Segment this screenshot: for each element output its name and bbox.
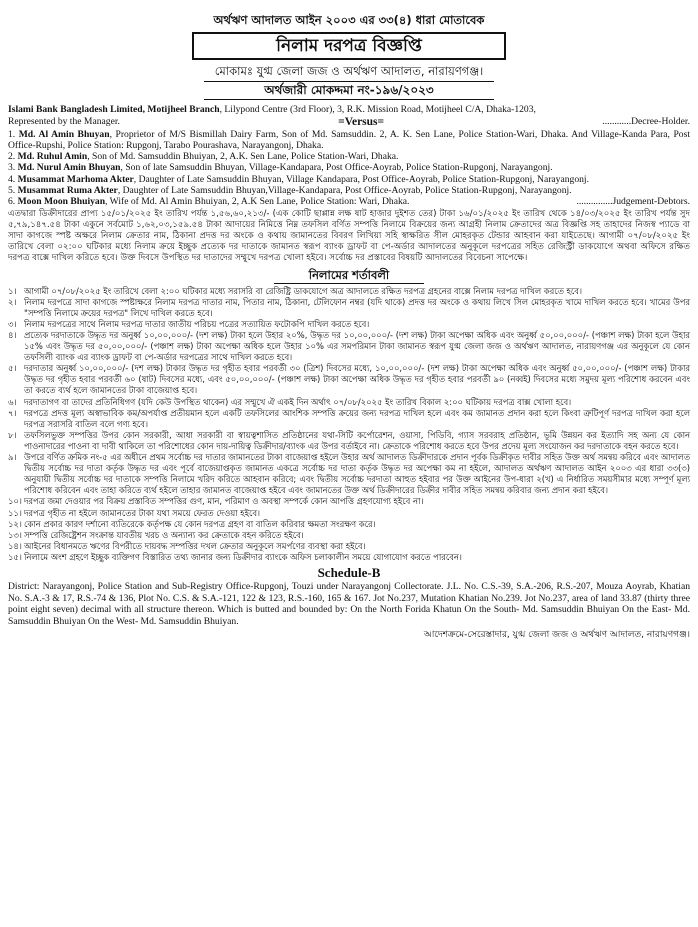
- debtor-item: 5. Musammat Ruma Akter, Daughter of Late Samsuddin Bhuyan,Village-Kandapara, Post Office-Aoyrab, Police Station-Rupgonj, Narayangonj.: [8, 184, 572, 196]
- plaintiff-represented: Represented by the Manager.: [8, 115, 120, 127]
- schedule-title: Schedule-B: [317, 564, 381, 580]
- debtor-list: [8, 129, 690, 208]
- condition-item: ১৫। নিলামে অংশ গ্রহণে ইচ্ছুক ব্যক্তিগণ বিস্তারিত তথ্য জানার জন্য ডিক্রীদার ব্যাংকে অফিস চলাকালীন সময়ে যোগাযোগ করতে পারবেন।: [8, 551, 462, 562]
- debtor-item: 3. Md. Nurul Amin Bhuyan, Son of late Samsuddin Bhuyan, Village-Kandapara, Post Office-Aoyrab, Police Station-Rupgonj, Narayangonj.: [8, 162, 553, 174]
- court-name: মোকামঃ যুগ্ম জেলা জজ ও অর্থঋণ আদালত, নারায়ণগঞ্জ।: [214, 64, 484, 78]
- plaintiff-address: , Lilypond Centre (3rd Floor), 3, R.K. Mission Road, Motijheel C/A, Dhaka-1203,: [219, 104, 536, 115]
- versus-label: =Versus=: [338, 115, 385, 128]
- condition-item: ৮। তফসিলভুক্ত সম্পত্তির উপর কোন সরকারী, আধা সরকারী বা স্বায়ত্বশাসিত প্রতিষ্ঠানের যথা-সিটি কর্পোরেশন, ওয়াসা, পিডিবি, গ্যাস সরবরাহ প্রতিষ্ঠান, ভূমি উন্নয়ন কর ইত্যাদি সহ অন্য যে কোন পাওনাদারের পাওনা বা দাবী থাকিলে তা পরিশোধের কোন দায়-দায়িত্ব ডিক্রীদার/ব্যাংক এর উপর বর্তাইবে না। ক্রেতাকে পরিশোধ করতে হবে উপর প্রদেয় মূল্য সংযোজন কর দরদাতাকে বহন করতে হবে।: [8, 429, 690, 451]
- condition-item: ৩। নিলাম দরপত্রের সাথে নিলাম দরপত্র দাতার জাতীয় পরিচয় পত্রের সত্যায়িত ফটোকপি দাখিল করতে হবে।: [8, 318, 370, 329]
- condition-item: ৪। প্রত্যেক দরদাতাকে উদ্ধৃত দর অনুর্ধ্ব ১০,০০,০০০/- (দশ লক্ষ) টাকা হলে উহার ২০%, উদ্ধৃত দর ১০,০০,০০০/- (দশ লক্ষ) টাকা অপেক্ষা অধিক এবং অনুর্ধ্ব ৫০,০০,০০০/- (পঞ্চাশ লক্ষ) টাকা হলে উহার ১৫% এবং উদ্ধৃত দর ৫০,০০,০০০/- (পঞ্চাশ লক্ষ) টাকা অপেক্ষা অধিক হলে উহার ১০% এর সমপরিমান টাকা জামানত স্বরূপ যুগ্ম জেলা জজ ও অর্থঋণ আদালত, নারায়ণগঞ্জ এর অনুকূলে যে কোন তফসিলী ব্যাংক এর ব্যাংক ড্রাফট বা পে-অর্ডার দরপত্রের সাথে দাখিল করতে হবে।: [8, 330, 690, 363]
- debtor-item: 4. Musammat Marhoma Akter, Daughter of Late Samsuddin Bhuyan, Village Kandapara, Post Office-Aoyrab, Police Station-Rupgonj, Narayangonj.: [8, 173, 589, 185]
- notice-title: নিলাম দরপত্র বিজ্ঞপ্তি: [192, 32, 506, 60]
- debtors-role: ...............Judgement-Debtors.: [576, 195, 690, 207]
- case-number: অর্থজারী মোকদ্দমা নং-১৯৬/২০২৩: [204, 81, 494, 100]
- debtor-last-row: [8, 196, 690, 208]
- debtor-item: 2. Md. Ruhul Amin, Son of Md. Samsuddin Bhuiyan, 2, A.K. Sen Lane, Police Station-Wari, Dhaka.: [8, 151, 399, 163]
- condition-item: ১৩। সম্পত্তি রেজিষ্ট্রেশন সংক্রান্ত যাবতীয় খরচ ও অন্যান্য কর ক্রেতাকে বহন করিতে হইবে।: [8, 529, 304, 540]
- plaintiff-role: ............Decree-Holder.: [602, 115, 690, 127]
- condition-item: ২। নিলাম দরপত্রে সাদা কাগজে স্পষ্টাক্ষরে নিলাম দরপত্র দাতার নাম, পিতার নাম, ঠিকানা, টেলিফোন নম্বর (যদি থাকে) প্রদত্ত দর অংকে ও কথায় লিখে সিল মোহরকৃত খামে দাখিল করতে হবে। খামের উপর "সম্পত্তি নিলামে ক্রয়ের দরপত্র" লিখে দাখিল করতে হবে।: [8, 296, 690, 318]
- plaintiff-block: [8, 104, 690, 116]
- footer-order: আদেশক্রমে-সেরেস্তাদার, যুগ্ম জেলা জজ ও অর্থঋণ আদালত, নারায়ণগঞ্জ।: [423, 630, 690, 641]
- act-reference: অর্থঋণ আদালত আইন ২০০৩ এর ৩৩(৪) ধারা মোতাবেক: [213, 13, 485, 27]
- conditions-list: [8, 286, 690, 563]
- conditions-title: নিলামের শর্তাবলী: [274, 268, 424, 284]
- plaintiff-name: Islami Bank Bangladesh Limited, Motijheel Branch: [8, 104, 220, 115]
- condition-item: ১০। দরপত্র জমা দেওয়ার পর বিক্রয় প্রস্তাবিত সম্পত্তির গুণ, মান, পরিমাণ ও অবস্থা সম্পর্কে কোন আপত্তি গ্রহণযোগ্য হইবে না।: [8, 496, 424, 507]
- condition-item: ১১। দরপত্র গৃহীত না হইলে জামানতের টাকা যথা সময়ে ফেরত দেওয়া হইবে।: [8, 507, 261, 518]
- condition-item: ৬। দরদাতাগণ বা তাদের প্রতিনিধিগণ (যদি কেউ উপস্থিত থাকেন) এর সম্মুখে ঐ একই দিন অর্থাৎ ০৭/০৮/২০২৫ ইং তারিখ বিকাল ২:০০ ঘটিকায় দরপত্র বাক্স খোলা হবে।: [8, 396, 572, 407]
- plaintiff-role-row: [8, 116, 690, 129]
- condition-item: ১৪। আইনের বিধানমতে ঋণের বিপরীতে দায়বদ্ধ সম্পত্তির দখল ক্রেতার অনুকূলে সমর্পণের ব্যবস্থা করা হইবে।: [8, 540, 366, 551]
- condition-item: ১২। কোন প্রকার কারণ দর্শানো ব্যতিরেকে কর্তৃপক্ষ যে কোন দরপত্র গ্রহণ বা বাতিল করিবার ক্ষমতা সংরক্ষণ করে।: [8, 518, 376, 529]
- intro-paragraph: এতদ্বারা ডিক্রীদারের প্রাপ্য ১৫/০১/২০২৫ ইং তারিখ পর্যন্ত ১,৫৬,৬০,২১৩/- (এক কোটি ছাপ্পান্ন লক্ষ ষাট হাজার দুইশত তের) টাকা ১৬/০১/২০২৫ ইং তারিখ থেকে ১৪/০৩/২০২৫ ইং তারিখ পর্যন্ত সুদ ৫,৭৯,১৪৭.৫৪ টাকা একুনে সর্বমোট ১,৬২,০৩,১৫৯.৫৪ টাকা আদায়ের নিমিত্তে নিম্ন তফসিল বর্ণিত সম্পত্তি নিলামে বিক্রয়ের জন্য আগ্রহী নিলাম ক্রেতাদের অত্র বিজ্ঞপ্তি সহ তাহাদের নিজস্ব প্যাডে বা সাদা কাগজে স্পষ্ট অক্ষরে নিলাম ক্রেতার নাম, ঠিকানা প্রদত্ত দর অংকে ও কথায় জামানতের বিবরণ লিখিয়া সহি স্বাক্ষরিত সীল মোহরকৃত টেন্ডার আহবান করা যাইতেছে। আগামী ০৭/০৮/২০২৫ ইং তারিখে বেলা ০২:০০ ঘটিকার মধ্যে নিলাম ক্রয়ে ইচ্ছুক প্রত্যেক দর দাতাকে জামানত স্বরূপ ব্যাংক ড্রাফট বা পে-অর্ডার আদালতের অনুকূলে দরপত্রের সহিত রেজিস্ট্রী ডাকযোগে অথবা অফিসে রক্ষিত দরপত্র বাক্সে দাখিল করিতে হবে। উক্ত দিবসে উপস্থিত দর দাতাদের সম্মুখে দরপত্র খোলা হইবে। সর্বোচ্চ দর প্রস্তাবের বিষয়টি আদালতের বিবেচনা সাপেক্ষে।: [8, 208, 690, 264]
- condition-item: ৯। উপরে বর্ণিত ক্রমিক নং-৫ এর অধীনে প্রথম সর্বোচ্চ দর দাতার জামানতের টাকা বাজেয়াপ্ত হইলে উহার অর্থ আদালত ডিক্রীদারকে প্রদান পূর্বক ডিক্রীকৃত দাবীর সহিত উক্ত অর্থ সমন্বয় করিবে এবং আদালত দ্বিতীয় সর্বোচ্চ দর দাতা কর্তৃক উদ্ধৃত দর এবং পূর্বে বাজেয়াপ্তকৃত জামানত একত্রে সর্বোচ্চ দর দাতা কর্তৃক উদ্ধৃত দর অপেক্ষা কম না হইলে, আদালত অর্থঋণ আদালত আইন ২০০৩ এর ধারা ৩৩(৩) অনুযায়ী দ্বিতীয় সর্বোচ্চ দর দাতাকে সম্পত্তি নিলামে খরিদ করিতে আহবান করিবে; এবং দ্বিতীয় সর্বোচ্চ দরদাতা আহুত হইবার পর উক্ত আইনের উপ-ধারা ২(খ) এ নির্ধারিত সময়সীমার মধ্যে সম্পূর্ণ মূল্য পরিশোধ করিবেন এবং তাহা করিতে ব্যর্থ হইলে তাহার জামানত বাজেয়াপ্ত হইবে এবং জামানতের উক্ত অর্থ ডিক্রীদারের ডিক্রীর দাবীর সহিত সমন্বয় করিবার জন্য প্রদান করা হইবে।: [8, 452, 690, 496]
- debtor-item: 6. Moon Moon Bhuiyan, Wife of Md. Al Amin Bhuiyan, 2, A.K Sen Lane, Police Station: Wari, Dhaka.: [8, 195, 410, 207]
- condition-item: ৫। দরদাতার অনুর্ধ্ব ১০,০০,০০০/- (দশ লক্ষ) টাকার উদ্ধৃত দর গৃহীত হবার পরবর্তী ৩০ (ত্রিশ) দিবসের মধ্যে, ১০,০০,০০০/- (দশ লক্ষ) টাকা অপেক্ষা অধিক এবং অনুর্ধ্ব ৫০,০০,০০০/- (পঞ্চাশ লক্ষ) টাকার উদ্ধৃত দর গৃহীত হবার পরবর্তী ৬০ (ষাট) দিবসের মধ্যে, এবং ৫০,০০,০০০/- (পঞ্চাশ লক্ষ) টাকা অপেক্ষা অধিক উদ্ধৃত দর গৃহীত হবার পরবর্তী ৯০ (নব্বই) দিবসের মধ্যে সমুদয় মূল্য পরিশোধ করবেন এবং তা করতে ব্যর্থ হলে জামানতের টাকা বাজেয়াপ্ত হবে।: [8, 363, 690, 396]
- condition-item: ১। আগামী ০৭/০৮/২০২৫ ইং তারিখে বেলা ২:০০ ঘটিকার মধ্যে সরাসরি বা রেজিষ্ট্রি ডাকযোগে অত্র আদালতে রক্ষিত দরপত্র গ্রহনের বাক্সে নিলাম দরপত্র দাখিল করতে হবে।: [8, 285, 582, 296]
- condition-item: ৭। দরপত্রে প্রদত্ত মূল্য অস্বাভাবিক কম/অপর্যাপ্ত প্রতীয়মান হলে একটি তফসিলের আংশিক সম্পত্তি ক্রয়ের জন্য দরপত্র দাখিল হলে এবং কম জামানত প্রদান করা হলে কিংবা ত্রুটিপূর্ণ দরপত্র দাখিল করা হলে দরপত্র সরাসরি বাতিল বলে গণ্য হবে।: [8, 407, 690, 429]
- schedule-text: District: Narayangonj, Police Station and Sub-Registry Office-Rupgonj, Touzi under Narayangonj Collectorate. J.L. No. C.S.-39, S.A.-206, R.S.-207, Mouza Aoyrab, Khatian No. S.A.-3 & 17, R.S.-74 & 136, Plot No. C.S. & S.A.-121, 122 & 123, R.S.-160, 165 & 167. Jot No.237, Mutation Khatian No.239. Jot No.237, area of land 33.87 (thirty three point eight seven) decimal with all structure thereon. Which is butted and bounded by: On the North Forida Khatun On the South- Md. Samsuddin Bhuiyan On the East- Md. Samsuddin Bhuiyan On the West- Md. Samsuddin Bhuiyan.: [8, 580, 690, 627]
- debtor-item: 1. Md. Al Amin Bhuyan, Proprietor of M/S Bismillah Dairy Farm, Son of Md. Samsuddin. 2, A. K. Sen Lane, Police Station-Wari, Dhaka. And Village-Kanda Para, Post Office-Rupshi, Police Station: Rupgonj, Tarabo Pourashava, Narayangonj, Dhaka.: [8, 128, 690, 151]
